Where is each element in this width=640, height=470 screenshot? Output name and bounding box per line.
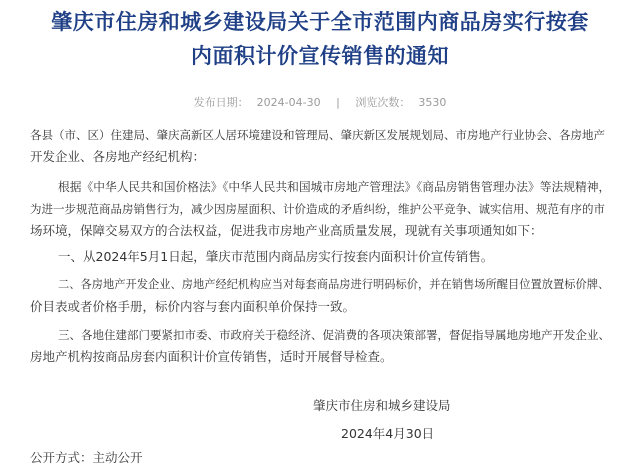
publish-date: 2024-04-30 <box>256 96 321 109</box>
item-2-line-2: 价目表或者价格手册，标价内容与套内面积单价保持一致。 <box>30 299 356 314</box>
disclosure-method: 公开方式：主动公开 <box>30 450 143 465</box>
notice-title-line-2: 内面积计价宣传销售的通知 <box>191 44 449 68</box>
intro-line-1: 根据《中华人民共和国价格法》《中华人民共和国城市房地产管理法》《商品房销售管理办法》等法规精神， <box>58 180 611 194</box>
publish-date-label: 发布日期： <box>193 96 249 109</box>
addressee-line-2: 开发企业、各房地产经纪机构： <box>30 149 206 164</box>
item-1: 一、从2024年5月1日起，肇庆市范围内商品房实行按套内面积计价宣传销售。 <box>58 249 494 264</box>
sign-date: 2024年4月30日 <box>341 426 435 441</box>
item-3-line-2: 房地产机构按商品房套内面积计价宣传销售，适时开展督导检查。 <box>30 349 393 364</box>
item-3-line-1: 三、各地住建部门要紧扣市委、市政府关于稳经济、促消费的各项决策部署，督促指导属地房地产开发企业、 <box>58 328 610 342</box>
views-label: 浏览次数： <box>355 96 411 109</box>
signatory: 肇庆市住房和城乡建设局 <box>313 398 451 413</box>
intro-line-2: 为进一步规范商品房销售行为，减少因房屋面积、计价造成的矛盾纠纷，维护公平竞争、诚实信用、规范有序的市 <box>30 202 605 216</box>
intro-line-3: 场环境，保障交易双方的合法权益，促进我市房地产业高质量发展，现就有关事项通知如下： <box>30 223 543 238</box>
publish-meta: 发布日期： 2024-04-30 | 浏览次数： 3530 <box>193 96 447 109</box>
addressee-line-1: 各县（市、区）住建局、肇庆高新区人居环境建设和管理局、肇庆新区发展规划局、市房地产行业协会、各房地产 <box>30 128 605 142</box>
item-2-line-1: 二、各房地产开发企业、房地产经纪机构应当对每套商品房进行明码标价，并在销售场所醒目位置放置标价牌、 <box>58 278 610 291</box>
notice-title-line-1: 肇庆市住房和城乡建设局关于全市范围内商品房实行按套 <box>51 10 589 34</box>
views-count: 3530 <box>418 96 447 109</box>
